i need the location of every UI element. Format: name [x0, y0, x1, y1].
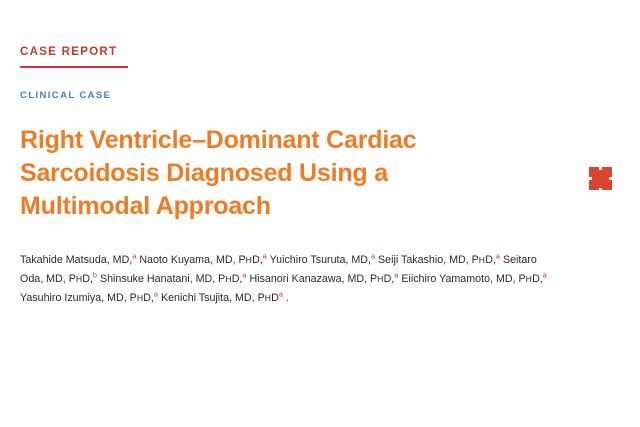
page-title: Right Ventricle–Dominant Cardiac Sarcoidosis Diagnosed Using a Multimodal Approach — [20, 126, 417, 220]
crossmark-bar-horizontal — [592, 177, 609, 180]
affiliation-marker: a — [153, 289, 158, 299]
author-name: Seiji Takashio, MD, PHD, — [378, 254, 496, 266]
crossmark-square-bottom-right — [602, 180, 612, 190]
affiliation-marker: a — [370, 251, 376, 261]
affiliation-marker: b — [92, 270, 97, 280]
author-name: Hisanori Kanazawa, MD, PHD, — [249, 273, 395, 286]
crossmark-square-top-left — [589, 167, 599, 177]
crossmark-icon[interactable] — [589, 167, 613, 191]
author-list-terminator: . — [285, 292, 289, 305]
crossmark-square-top-right — [602, 167, 612, 177]
affiliation-marker: a — [132, 251, 137, 261]
affiliation-marker: a — [242, 270, 247, 280]
affiliation-marker: a — [262, 251, 267, 261]
article-header — [20, 46, 560, 308]
affiliation-marker: a — [495, 251, 500, 261]
author-name: Takahide Matsuda, MD, — [20, 254, 133, 266]
article-type-label: CASE REPORT — [20, 46, 118, 58]
kicker-block — [20, 46, 560, 68]
author-name: Yasuhiro Izumiya, MD, PHD, — [20, 292, 154, 305]
author-name: Naoto Kuyama, MD, PHD, — [139, 254, 263, 266]
kicker-divider — [20, 66, 128, 68]
author-name: Kenichi Tsujita, MD, PHD — [160, 292, 279, 305]
affiliation-marker: a — [542, 270, 547, 280]
crossmark-square-bottom-left — [589, 180, 599, 190]
author-name: Eiichiro Yamamoto, MD, PHD, — [401, 273, 543, 286]
author-name: Yuichiro Tsuruta, MD, — [269, 254, 371, 266]
affiliation-marker: a — [394, 270, 399, 280]
affiliation-marker: a — [278, 289, 283, 299]
author-list — [20, 251, 550, 308]
article-section-label: CLINICAL CASE — [20, 90, 112, 101]
author-name: Seitaro Oda, MD, PHD, — [20, 254, 537, 286]
author-name: Shinsuke Hanatani, MD, PHD, — [99, 273, 243, 286]
